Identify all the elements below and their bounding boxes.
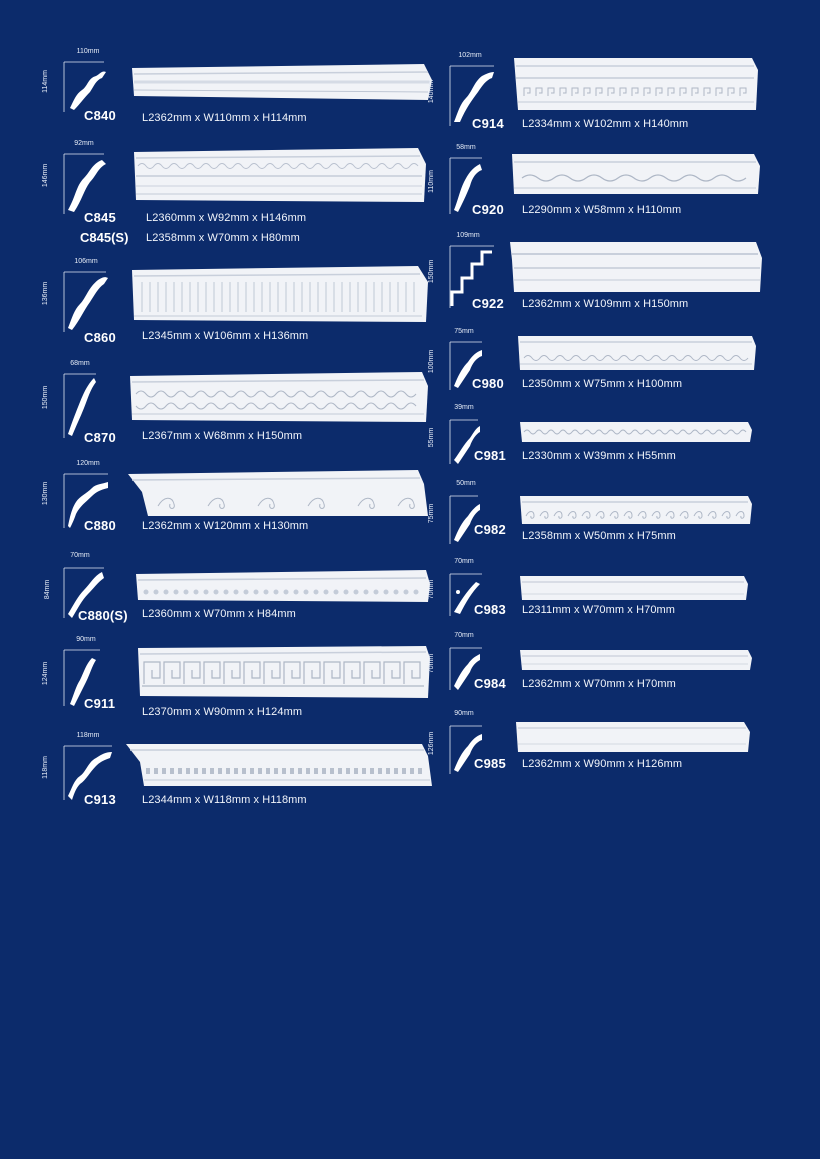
dimensions-text-secondary: L2358mm x W70mm x H80mm	[146, 232, 300, 244]
molding-image	[520, 648, 754, 672]
width-label: 70mm	[454, 558, 474, 565]
width-label: 102mm	[458, 52, 482, 59]
height-label: 84mm	[44, 579, 52, 600]
molding-image	[520, 494, 754, 526]
dimensions-text: L2344mm x W118mm x H118mm	[142, 794, 307, 806]
profile-drawing	[428, 326, 522, 406]
product-code: C911	[84, 696, 116, 711]
width-label: 70mm	[70, 552, 90, 559]
width-label: 90mm	[76, 636, 96, 643]
width-label: 50mm	[456, 480, 476, 487]
cross-section-icon	[448, 492, 494, 548]
dimensions-text: L2350mm x W75mm x H100mm	[522, 378, 683, 390]
width-label: 58mm	[456, 144, 476, 151]
width-label: 39mm	[454, 404, 474, 411]
dimensions-text: L2362mm x W109mm x H150mm	[522, 298, 689, 310]
molding-image	[134, 146, 430, 206]
height-label: 100mm	[428, 349, 436, 374]
molding-image	[130, 372, 430, 424]
height-label: 150mm	[42, 385, 50, 410]
width-label: 75mm	[454, 328, 474, 335]
product-code: C920	[472, 202, 504, 217]
height-label: 146mm	[42, 163, 50, 188]
height-label: 136mm	[42, 281, 50, 306]
molding-image	[514, 56, 760, 112]
height-label: 124mm	[42, 661, 50, 686]
cross-section-icon	[62, 270, 122, 336]
width-label: 70mm	[454, 632, 474, 639]
profile-drawing	[428, 476, 522, 556]
product-code: C922	[472, 296, 504, 311]
product-code: C870	[84, 430, 116, 445]
molding-image	[520, 574, 750, 602]
height-label: 110mm	[427, 170, 435, 193]
height-label: 118mm	[41, 756, 49, 779]
dimensions-text: L2362mm x W110mm x H114mm	[142, 112, 307, 124]
profile-drawing	[428, 556, 522, 636]
dimensions-text: L2362mm x W70mm x H70mm	[522, 678, 676, 690]
product-code: C982	[474, 522, 506, 537]
product-code: C980	[472, 376, 504, 391]
molding-image	[520, 420, 754, 444]
dimensions-text: L2290mm x W58mm x H110mm	[522, 204, 682, 216]
profile-drawing	[428, 708, 522, 788]
profile-drawing	[428, 630, 522, 710]
height-label: 150mm	[428, 259, 436, 284]
dimensions-text: L2362mm x W120mm x H130mm	[142, 520, 309, 532]
dimensions-text: L2334mm x W102mm x H140mm	[522, 118, 689, 130]
product-code: C914	[472, 116, 504, 131]
product-code: C984	[474, 676, 506, 691]
profile-drawing	[42, 360, 138, 440]
product-code: C880(S)	[78, 608, 128, 623]
molding-image	[138, 644, 432, 700]
product-code: C983	[474, 602, 506, 617]
product-code-secondary: C845(S)	[80, 230, 129, 245]
product-code: C913	[84, 792, 116, 807]
width-label: 120mm	[76, 460, 100, 467]
height-label: 70mm	[428, 653, 436, 674]
product-code: C880	[84, 518, 116, 533]
profile-drawing	[42, 258, 138, 338]
product-code: C860	[84, 330, 116, 345]
width-label: 109mm	[456, 232, 480, 239]
cross-section-icon	[62, 152, 122, 218]
molding-image	[510, 240, 764, 294]
dimensions-text: L2362mm x W90mm x H126mm	[522, 758, 683, 770]
dimensions-text: L2367mm x W68mm x H150mm	[142, 430, 303, 442]
width-label: 106mm	[74, 258, 98, 265]
dimensions-text: L2370mm x W90mm x H124mm	[142, 706, 303, 718]
height-label: 130mm	[42, 481, 50, 506]
molding-image	[136, 570, 432, 604]
dimensions-text: L2311mm x W70mm x H70mm	[522, 604, 676, 616]
product-code: C845	[84, 210, 116, 225]
profile-drawing	[428, 402, 522, 482]
height-label: 55mm	[428, 427, 436, 448]
molding-image	[516, 720, 752, 754]
width-label: 68mm	[70, 360, 90, 367]
product-code: C840	[84, 108, 116, 123]
height-label: 70mm	[428, 579, 436, 600]
molding-image	[128, 470, 428, 518]
height-label: 126mm	[428, 731, 436, 756]
dimensions-text: L2330mm x W39mm x H55mm	[522, 450, 676, 462]
molding-image	[132, 64, 432, 104]
width-label: 90mm	[454, 710, 474, 717]
height-label: 114mm	[41, 70, 49, 93]
width-label: 118mm	[76, 732, 100, 739]
width-label: 92mm	[74, 140, 94, 147]
dimensions-text: L2358mm x W50mm x H75mm	[522, 530, 676, 542]
profile-drawing	[42, 140, 138, 220]
product-code: C981	[474, 448, 506, 463]
dimensions-text: L2360mm x W92mm x H146mm	[146, 212, 307, 224]
molding-image	[126, 742, 434, 788]
height-label: 140mm	[428, 79, 436, 104]
height-label: 75mm	[428, 503, 436, 524]
molding-image	[512, 152, 762, 196]
molding-image	[132, 264, 430, 324]
width-label: 110mm	[76, 48, 100, 55]
product-code: C985	[474, 756, 506, 771]
dimensions-text: L2360mm x W70mm x H84mm	[142, 608, 296, 620]
molding-image	[518, 334, 758, 372]
dimensions-text: L2345mm x W106mm x H136mm	[142, 330, 309, 342]
